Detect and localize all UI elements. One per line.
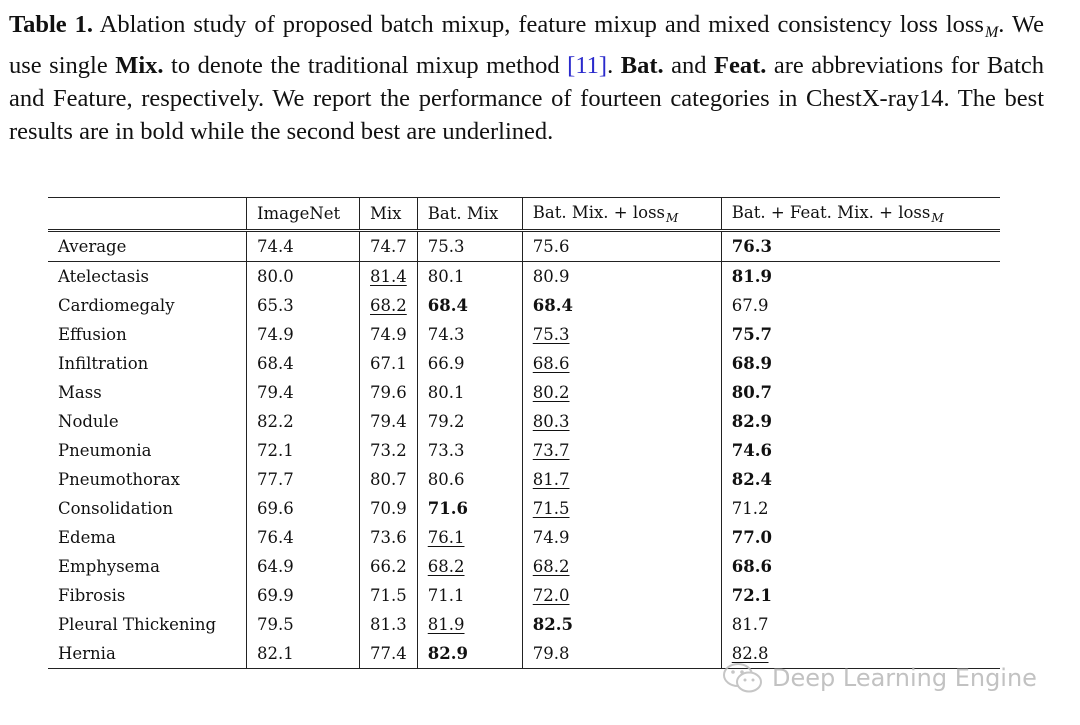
header-text: ImageNet (257, 204, 341, 223)
table-cell (721, 349, 1000, 378)
table-cell (247, 494, 360, 523)
table-cell (721, 320, 1000, 349)
table-cell (360, 291, 418, 320)
header-text: Bat. Mix (427, 204, 499, 223)
table-cell (522, 378, 721, 407)
table-row (48, 291, 1000, 320)
cell-value: 70.9 (370, 499, 407, 518)
cell-value: 71.5 (532, 499, 570, 518)
cell-value: 76.3 (731, 237, 772, 256)
row-label: Pneumothorax (48, 465, 247, 494)
cell-value: 80.1 (427, 267, 465, 286)
cell-value: 82.9 (427, 644, 468, 663)
cell-value: 73.6 (370, 528, 407, 547)
cell-value: 68.2 (427, 557, 465, 576)
cell-value: 65.3 (257, 296, 294, 315)
citation-link[interactable]: [11] (567, 52, 608, 79)
table-cell (247, 639, 360, 669)
header-text: Bat. Mix. + loss (532, 202, 666, 222)
table-cell (247, 465, 360, 494)
cell-value: 79.2 (427, 412, 465, 431)
cell-value: 69.6 (257, 499, 294, 518)
table-cell (417, 639, 522, 669)
table-cell (247, 581, 360, 610)
cell-value: 68.4 (257, 354, 294, 373)
table-cell (360, 639, 418, 669)
watermark (722, 658, 1037, 698)
cell-value: 66.9 (427, 354, 465, 373)
cell-value: 74.9 (257, 325, 294, 344)
table-cell (721, 494, 1000, 523)
table-cell (360, 494, 418, 523)
table-cell (417, 465, 522, 494)
cell-value: 71.6 (427, 499, 468, 518)
cell-value: 71.1 (427, 586, 465, 605)
table-cell (360, 378, 418, 407)
table-cell (721, 262, 1000, 292)
table-cell (721, 523, 1000, 552)
table-cell (721, 436, 1000, 465)
watermark-text: Deep Learning Engine (772, 664, 1037, 692)
row-label: Pneumonia (48, 436, 247, 465)
cell-value: 75.7 (731, 325, 772, 344)
table-cell (522, 407, 721, 436)
cell-value: 79.4 (370, 412, 407, 431)
cell-value: 82.5 (532, 615, 573, 634)
table-cell (417, 610, 522, 639)
cell-value: 67.9 (731, 296, 769, 315)
table-cell (360, 610, 418, 639)
row-label: Consolidation (48, 494, 247, 523)
table-cell (417, 291, 522, 320)
table-row (48, 581, 1000, 610)
table-cell (522, 610, 721, 639)
table-cell (417, 581, 522, 610)
table-cell (360, 262, 418, 292)
cell-value: 79.4 (257, 383, 294, 402)
cell-value: 73.7 (532, 441, 570, 460)
cell-value: 82.4 (731, 470, 772, 489)
row-label: Mass (48, 378, 247, 407)
row-label: Cardiomegaly (48, 291, 247, 320)
row-label: Nodule (48, 407, 247, 436)
cell-value: 67.1 (370, 354, 407, 373)
cell-value: 68.2 (532, 557, 570, 576)
cell-value: 80.2 (532, 383, 570, 402)
cell-value: 80.6 (427, 470, 465, 489)
cell-value: 81.9 (427, 615, 465, 634)
caption-text: to denote the traditional mixup method (163, 52, 568, 79)
cell-value: 82.1 (257, 644, 294, 663)
table-cell (247, 231, 360, 262)
table-row (48, 494, 1000, 523)
table-cell (417, 552, 522, 581)
cell-value: 81.3 (370, 615, 407, 634)
table-cell (522, 349, 721, 378)
table-cell (417, 523, 522, 552)
cell-value: 72.1 (731, 586, 772, 605)
table-cell (417, 436, 522, 465)
cell-value: 76.4 (257, 528, 294, 547)
table-cell (522, 581, 721, 610)
cell-value: 74.9 (370, 325, 407, 344)
table-cell (417, 231, 522, 262)
table-cell (247, 349, 360, 378)
cell-value: 69.9 (257, 586, 294, 605)
table-row (48, 465, 1000, 494)
header-cell-imagenet (247, 198, 360, 231)
cell-value: 68.6 (731, 557, 772, 576)
table-cell (360, 581, 418, 610)
row-label: Infiltration (48, 349, 247, 378)
cell-value: 81.4 (370, 267, 407, 286)
row-label: Average (48, 231, 247, 262)
row-label: Effusion (48, 320, 247, 349)
table-cell (522, 639, 721, 669)
table-cell (360, 465, 418, 494)
row-label: Edema (48, 523, 247, 552)
caption-text: are abbreviations for Batch and Feature, respectively. We report the performance of fourteen categories in ChestX-ray14. The best results are in bold while the second best are underlined. (9, 52, 1045, 145)
table-cell (247, 378, 360, 407)
row-label: Emphysema (48, 552, 247, 581)
cell-value: 75.3 (427, 237, 465, 256)
cell-value: 74.7 (370, 237, 407, 256)
caption-text: and (663, 52, 714, 79)
table-cell (522, 291, 721, 320)
cell-value: 80.9 (532, 267, 570, 286)
table-cell (360, 349, 418, 378)
cell-value: 76.1 (427, 528, 465, 547)
header-cell-bat-mix-loss (522, 198, 721, 231)
table-cell (522, 262, 721, 292)
table-row (48, 552, 1000, 581)
table-cell (522, 436, 721, 465)
cell-value: 74.3 (427, 325, 465, 344)
header-subscript: M (666, 210, 679, 225)
cell-value: 82.8 (731, 644, 769, 663)
table-cell (721, 465, 1000, 494)
cell-value: 79.5 (257, 615, 294, 634)
row-label: Atelectasis (48, 262, 247, 292)
cell-value: 82.2 (257, 412, 294, 431)
table-cell (721, 610, 1000, 639)
table-cell (522, 523, 721, 552)
row-label: Pleural Thickening (48, 610, 247, 639)
caption-text: Ablation study of proposed batch mixup, feature mixup and mixed consistency loss loss (93, 11, 984, 38)
table-cell (247, 610, 360, 639)
cell-value: 66.2 (370, 557, 407, 576)
table-row (48, 349, 1000, 378)
table-row (48, 378, 1000, 407)
table-cell (247, 436, 360, 465)
header-text: Mix (370, 204, 402, 223)
table-cell (721, 378, 1000, 407)
cell-value: 80.7 (370, 470, 407, 489)
cell-value: 77.7 (257, 470, 294, 489)
table-row (48, 320, 1000, 349)
cell-value: 71.2 (731, 499, 769, 518)
cell-value: 68.9 (731, 354, 772, 373)
table-cell (522, 465, 721, 494)
row-label: Hernia (48, 639, 247, 669)
cell-value: 71.5 (370, 586, 407, 605)
table-cell (417, 494, 522, 523)
table-row (48, 436, 1000, 465)
cell-value: 68.6 (532, 354, 570, 373)
cell-value: 80.3 (532, 412, 570, 431)
wechat-icon (722, 661, 764, 695)
table-cell (417, 378, 522, 407)
table-cell (247, 552, 360, 581)
caption-bat-term: Bat. (620, 52, 664, 79)
table-cell (247, 291, 360, 320)
cell-value: 74.4 (257, 237, 294, 256)
cell-value: 79.8 (532, 644, 570, 663)
cell-value: 80.7 (731, 383, 772, 402)
cell-value: 73.2 (370, 441, 407, 460)
table-cell (721, 291, 1000, 320)
header-text: Bat. + Feat. Mix. + loss (731, 202, 931, 222)
table-caption (9, 8, 1044, 148)
table-cell (360, 407, 418, 436)
table-cell (417, 349, 522, 378)
table-cell (360, 523, 418, 552)
row-label: Fibrosis (48, 581, 247, 610)
caption-subscript: M (984, 24, 999, 41)
caption-text: . (607, 52, 621, 79)
table-cell (247, 262, 360, 292)
table-cell (360, 436, 418, 465)
cell-value: 81.7 (532, 470, 570, 489)
cell-value: 74.6 (731, 441, 772, 460)
table-cell (721, 231, 1000, 262)
table-row (48, 231, 1000, 262)
table-cell (721, 552, 1000, 581)
cell-value: 72.0 (532, 586, 570, 605)
table-cell (247, 320, 360, 349)
table-cell (417, 320, 522, 349)
table-cell (247, 407, 360, 436)
header-cell-mix (360, 198, 418, 231)
table-cell (522, 494, 721, 523)
cell-value: 68.2 (370, 296, 407, 315)
cell-value: 81.9 (731, 267, 772, 286)
cell-value: 73.3 (427, 441, 465, 460)
header-cell (48, 198, 247, 231)
cell-value: 75.3 (532, 325, 570, 344)
table-row (48, 407, 1000, 436)
ablation-table (48, 197, 1000, 669)
cell-value: 81.7 (731, 615, 769, 634)
cell-value: 77.0 (731, 528, 772, 547)
caption-text: . We use single (9, 11, 1044, 79)
table-row (48, 523, 1000, 552)
cell-value: 75.6 (532, 237, 570, 256)
cell-value: 68.4 (427, 296, 468, 315)
table-cell (522, 231, 721, 262)
header-cell-bat-mix (417, 198, 522, 231)
table-cell (417, 407, 522, 436)
cell-value: 64.9 (257, 557, 294, 576)
table-cell (360, 320, 418, 349)
table-cell (360, 231, 418, 262)
header-subscript: M (931, 210, 944, 225)
cell-value: 80.1 (427, 383, 465, 402)
table-row (48, 610, 1000, 639)
cell-value: 68.4 (532, 296, 573, 315)
table-cell (360, 552, 418, 581)
header-cell-bat-feat-mix-loss (721, 198, 1000, 231)
table-cell (247, 523, 360, 552)
caption-label: Table 1. (9, 11, 93, 38)
cell-value: 77.4 (370, 644, 407, 663)
cell-value: 74.9 (532, 528, 570, 547)
cell-value: 79.6 (370, 383, 407, 402)
table-cell (522, 552, 721, 581)
caption-feat-term: Feat. (714, 52, 767, 79)
cell-value: 72.1 (257, 441, 294, 460)
table-cell (522, 320, 721, 349)
table-cell (721, 407, 1000, 436)
table-header-row (48, 198, 1000, 231)
table-cell (721, 581, 1000, 610)
table-cell (417, 262, 522, 292)
table-row (48, 262, 1000, 292)
cell-value: 80.0 (257, 267, 294, 286)
cell-value: 82.9 (731, 412, 772, 431)
caption-mix-term: Mix. (115, 52, 164, 79)
